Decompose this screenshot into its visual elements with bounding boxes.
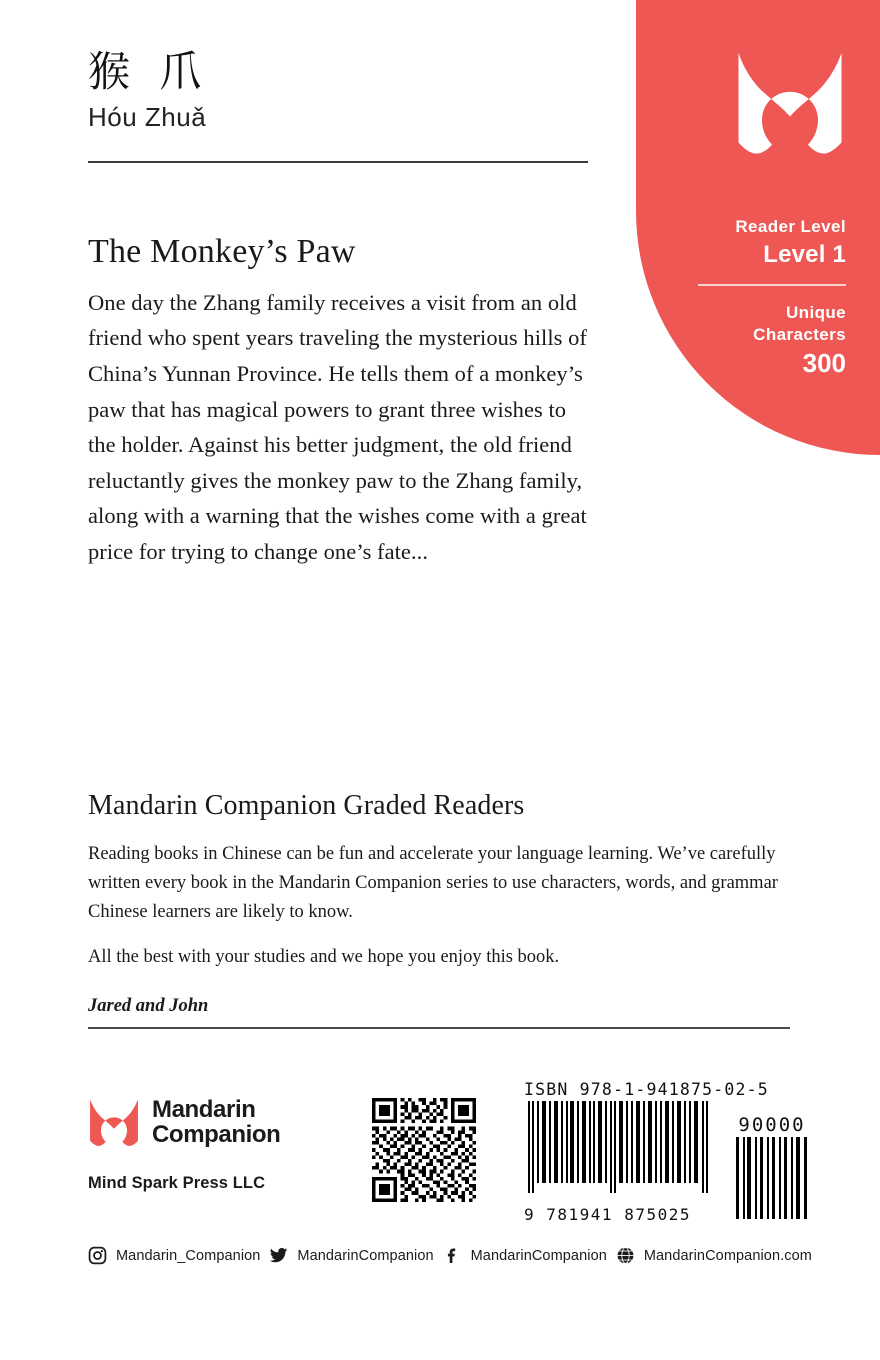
- badge-text-group: [636, 216, 846, 379]
- reader-level-label: Reader Level: [735, 217, 846, 236]
- book-title: The Monkey’s Paw: [88, 233, 356, 270]
- unique-characters-label-line1: Unique: [785, 303, 846, 323]
- graded-readers-section: [88, 790, 790, 1029]
- publisher-wordmark-line1: Mandarin: [152, 1096, 256, 1123]
- publisher-lockup: [88, 1094, 328, 1150]
- signature: Jared and John: [88, 996, 209, 1016]
- graded-readers-paragraph-2: All the best with your studies and we hope you enjoy this book.: [88, 947, 560, 967]
- globe-icon: [616, 1246, 635, 1265]
- synopsis-body: One day the Zhang family receives a visit from an old friend who spent years traveling the mysterious hills of China’s Yunnan Province. He tells them of a monkey’s paw that has magical powers to grant three wishes to the holder. Against his better judgment, the old friend reluctantly gives the monkey paw to the Zhang family, along with a warning that the wishes come with a great price for trying to change one’s fate...: [88, 289, 587, 564]
- addon-bars: [734, 1137, 810, 1219]
- addon-digits: 90000: [738, 1114, 806, 1136]
- facebook-icon: [443, 1246, 462, 1265]
- publisher-wordmark-line2: Companion: [152, 1121, 281, 1148]
- footer: [0, 1080, 880, 1280]
- ean13-bars: [524, 1101, 714, 1199]
- barcode-addon: [734, 1114, 810, 1224]
- graded-readers-title: Mandarin Companion Graded Readers: [88, 790, 525, 821]
- barcode-row: [524, 1101, 804, 1224]
- chinese-title: 猴 爪: [88, 47, 210, 96]
- isbn-text: ISBN 978-1-941875-02-5: [524, 1080, 769, 1099]
- synopsis-section: [88, 232, 588, 570]
- social-link-twitter[interactable]: [269, 1246, 433, 1265]
- badge-divider: [698, 284, 846, 286]
- publisher-block: [88, 1094, 328, 1193]
- unique-characters-value: 300: [802, 347, 846, 378]
- unique-characters-label-line2: Characters: [753, 325, 846, 345]
- ean-digits: 9 781941 875025: [524, 1205, 691, 1224]
- graded-readers-paragraph-1: Reading books in Chinese can be fun and accelerate your language learning. We’ve carefully written every book in the Mandarin Companion series to use characters, words, and grammar Chinese learners are likely to know.: [88, 844, 778, 922]
- mandarin-companion-mark-icon: [734, 46, 846, 158]
- reader-level-badge: [636, 0, 880, 455]
- qr-code-icon[interactable]: [372, 1098, 476, 1202]
- header: [88, 48, 588, 163]
- social-link-facebook[interactable]: [443, 1246, 607, 1265]
- signature-divider: [88, 1027, 790, 1029]
- qr-code-svg: [372, 1098, 476, 1202]
- twitter-icon: [269, 1246, 288, 1265]
- publisher-wordmark: [152, 1097, 280, 1147]
- publisher-imprint: Mind Spark Press LLC: [88, 1174, 266, 1192]
- reader-level-value: Level 1: [763, 241, 846, 269]
- social-label-instagram: Mandarin_Companion: [116, 1247, 261, 1264]
- instagram-icon: [88, 1246, 107, 1265]
- mandarin-companion-mark-icon: [88, 1094, 140, 1150]
- isbn-barcode: [524, 1080, 804, 1224]
- ean13-barcode: [524, 1101, 714, 1224]
- social-label-website: MandarinCompanion.com: [643, 1247, 812, 1264]
- social-links: [88, 1246, 812, 1265]
- social-link-instagram[interactable]: [88, 1246, 260, 1265]
- social-label-twitter: MandarinCompanion: [297, 1247, 434, 1264]
- social-label-facebook: MandarinCompanion: [470, 1247, 607, 1264]
- social-link-website[interactable]: [616, 1246, 812, 1265]
- pinyin-title: Hóu Zhuǎ: [88, 102, 207, 133]
- header-divider: [88, 161, 588, 163]
